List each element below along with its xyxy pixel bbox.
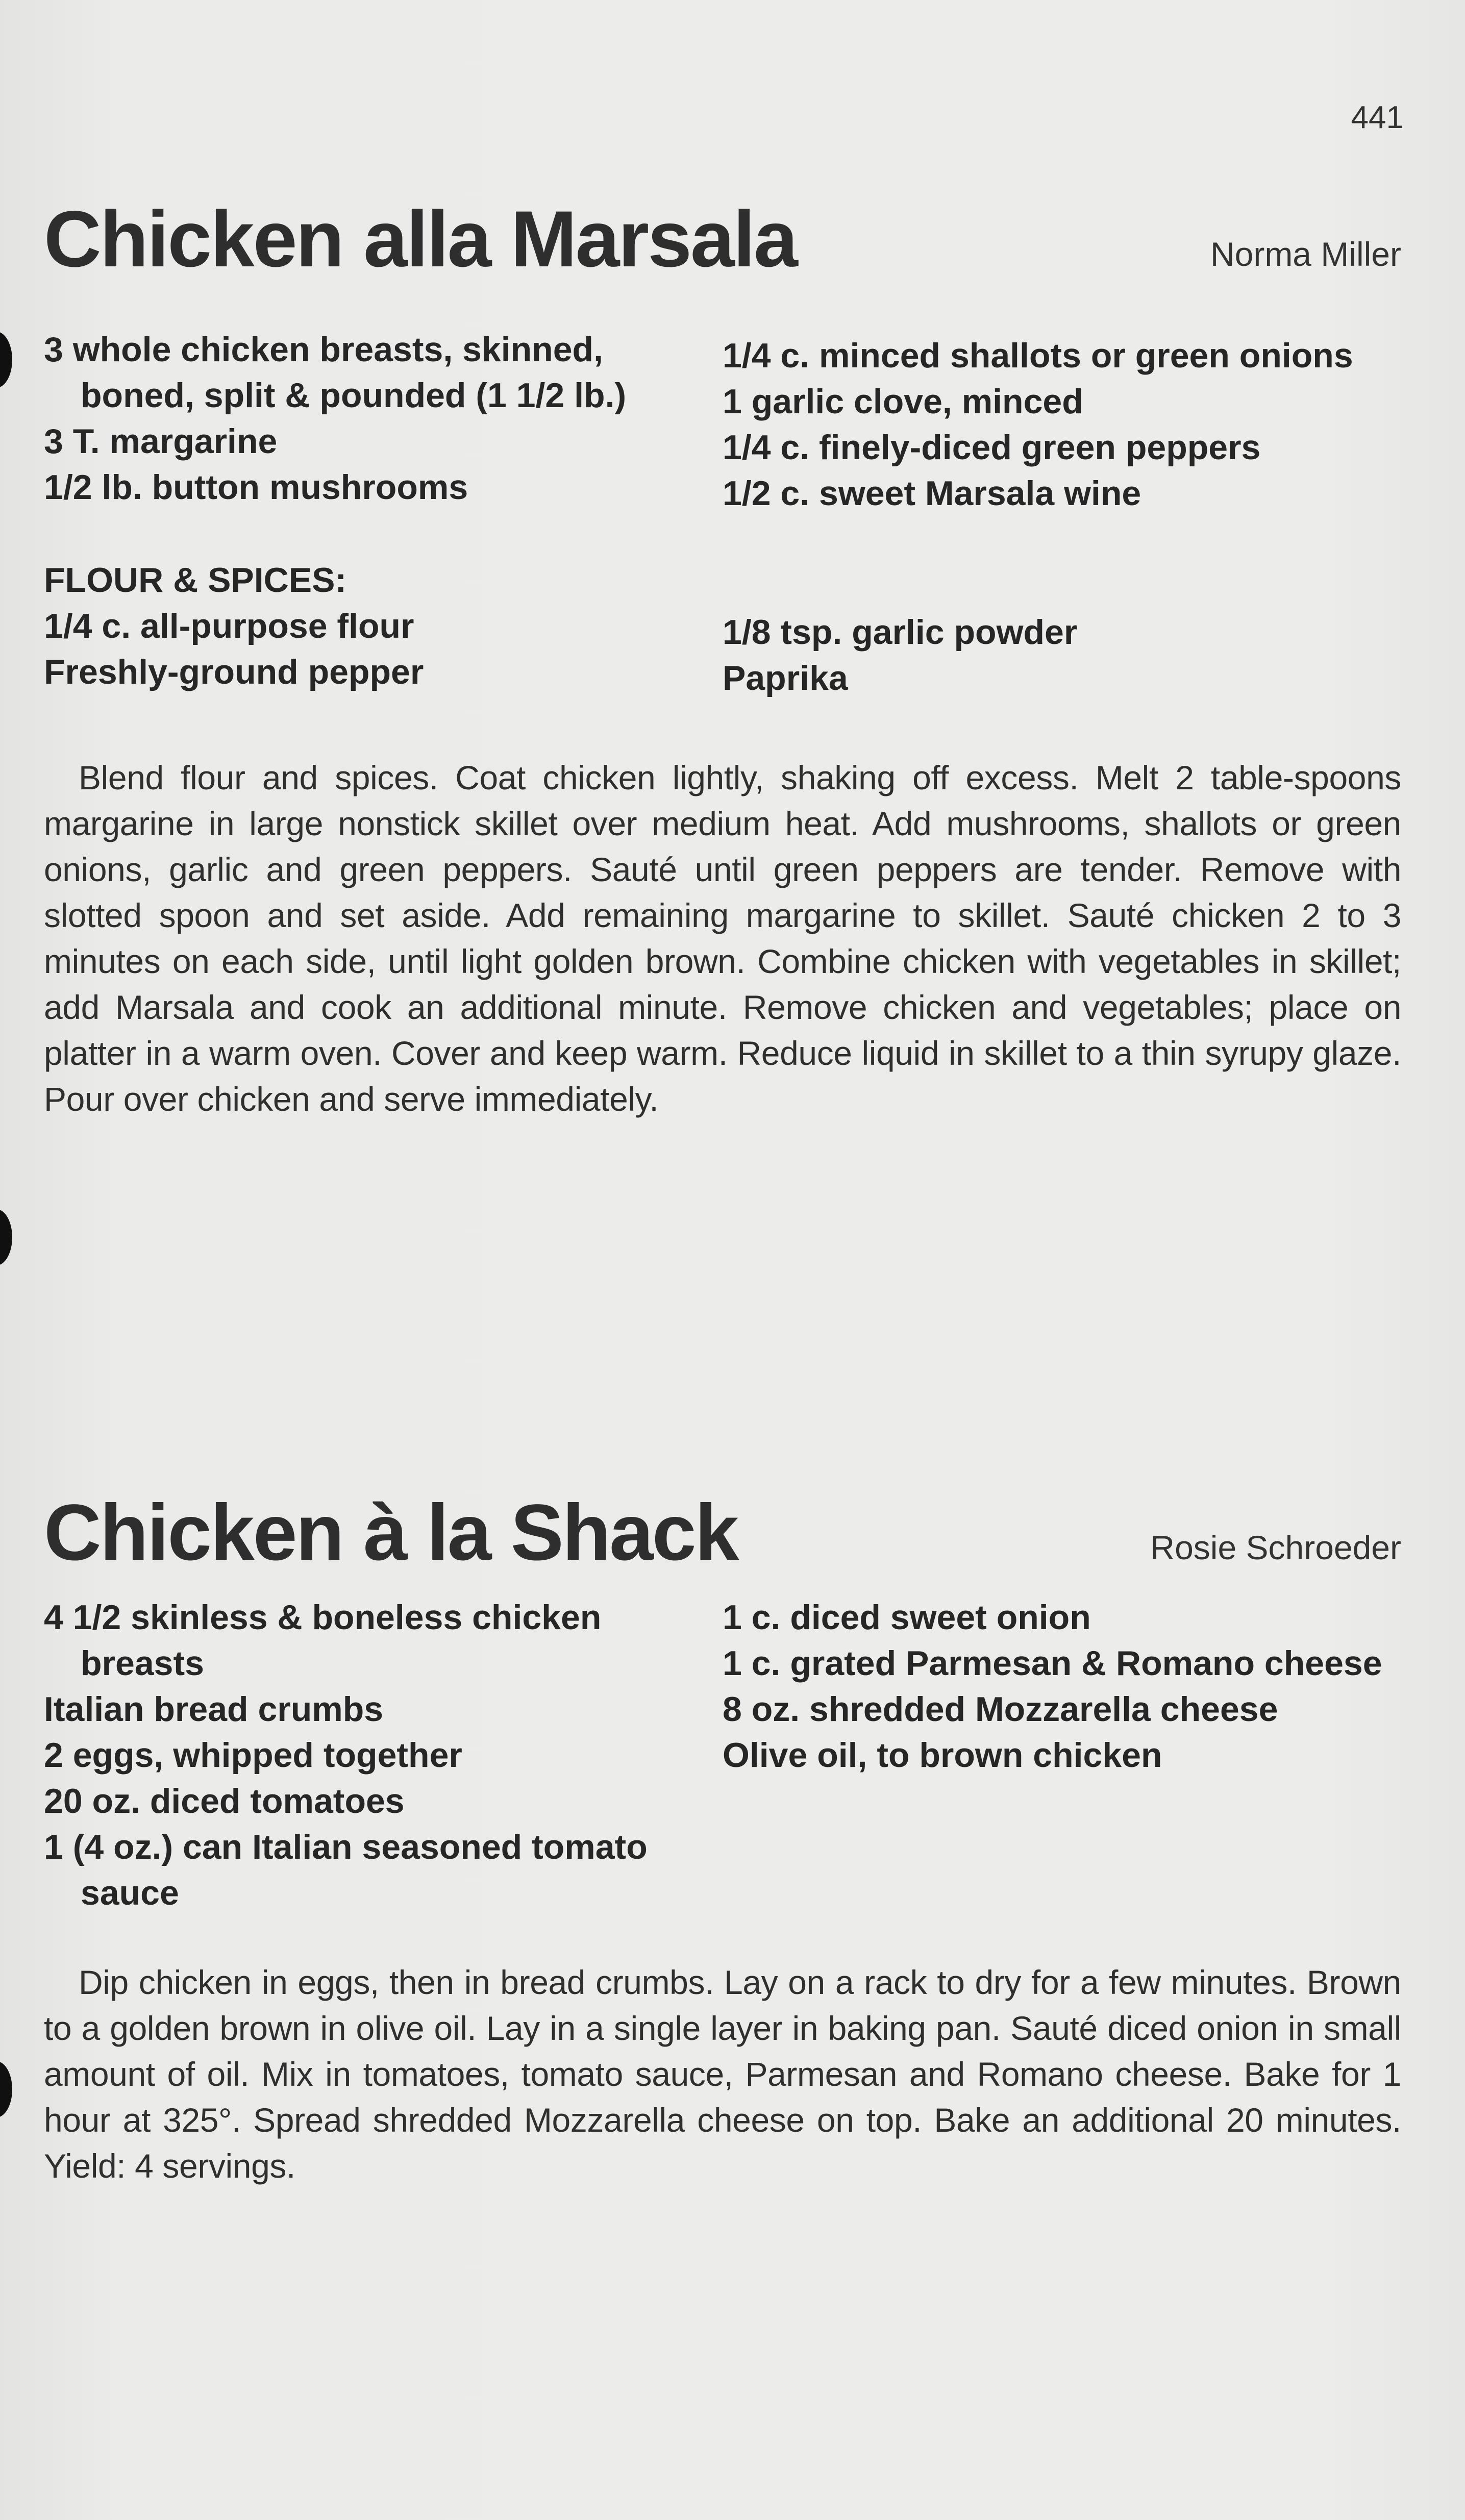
ingredients	[44, 1594, 1401, 1916]
ingredient: 1 c. diced sweet onion	[723, 1598, 1091, 1637]
recipe-header	[44, 194, 1401, 296]
recipe-author: Rosie Schroeder	[1150, 1529, 1401, 1566]
ingredient: 3 T. margarine	[44, 422, 278, 461]
ingredient: 1 garlic clove, minced	[723, 382, 1083, 421]
ingredient: 1/2 c. sweet Marsala wine	[723, 474, 1141, 513]
recipe-author: Norma Miller	[1210, 235, 1401, 273]
binder-hole	[0, 2061, 12, 2117]
ingredients-left-column	[44, 1594, 723, 1916]
ingredients-right-column	[723, 1594, 1401, 1916]
ingredient: 3 whole chicken breasts, skinned, boned, split & pounded (1 1/2 lb.)	[44, 330, 627, 415]
ingredient: 2 eggs, whipped together	[44, 1736, 462, 1775]
ingredient: 4 1/2 skinless & boneless chicken breasts	[44, 1598, 602, 1683]
ingredient: Italian bread crumbs	[44, 1690, 384, 1729]
ingredient: Olive oil, to brown chicken	[723, 1736, 1162, 1775]
ingredient: Paprika	[723, 659, 848, 697]
ingredient: 1/4 c. all-purpose flour	[44, 607, 414, 645]
binder-hole	[0, 332, 12, 388]
recipe-chicken-alla-marsala	[44, 194, 1401, 1122]
ingredient: 1/2 lb. button mushrooms	[44, 468, 468, 507]
recipe-title: Chicken à la Shack	[44, 1488, 738, 1577]
ingredient: 1/4 c. minced shallots or green onions	[723, 336, 1353, 375]
flour-spices-section	[44, 557, 1401, 701]
flour-spices-right-column	[723, 557, 1401, 701]
method-text: Dip chicken in eggs, then in bread crumbs. Lay on a rack to dry for a few minutes. Brown to a golden brown in olive oil. Lay in a single layer in baking pan. Sauté diced onion in small amount of oil. Mix in tomatoes, tomato sauce, Parmesan and Romano cheese. Bake for 1 hour at 325°. Spread shredded Mozzarella cheese on top. Bake an additional 20 minutes. Yield: 4 servings.	[44, 1963, 1401, 2185]
method-text: Blend flour and spices. Coat chicken lightly, shaking off excess. Melt 2 table-spoons margarine in large nonstick skillet over medium heat. Add mushrooms, shallots or green onions, garlic and green peppers. Sauté until green peppers are tender. Remove with slotted spoon and set aside. Add remaining margarine to skillet. Sauté chicken 2 to 3 minutes on each side, until light golden brown. Combine chicken with vegetables in skillet; add Marsala and cook an additional minute. Remove chicken and vegetables; place on platter in a warm oven. Cover and keep warm. Reduce liquid in skillet to a thin syrupy glaze. Pour over chicken and serve immediately.	[44, 759, 1401, 1118]
section-label: FLOUR & SPICES:	[44, 561, 347, 600]
ingredient: 1 (4 oz.) can Italian seasoned tomato sauce	[44, 1828, 648, 1912]
ingredient: 1 c. grated Parmesan & Romano cheese	[723, 1644, 1382, 1683]
recipe-chicken-a-la-shack	[44, 1487, 1401, 2189]
recipe-header	[44, 1487, 1401, 1589]
flour-spices-left-column	[44, 557, 723, 701]
ingredients	[44, 327, 1401, 516]
ingredient: 20 oz. diced tomatoes	[44, 1782, 405, 1820]
ingredients-right-column	[723, 327, 1401, 516]
recipe-title: Chicken alla Marsala	[44, 195, 797, 284]
binder-hole	[0, 1209, 12, 1265]
ingredients-left-column	[44, 327, 723, 516]
page-number: 441	[1351, 100, 1404, 135]
ingredient: 1/4 c. finely-diced green peppers	[723, 428, 1261, 467]
ingredient: 8 oz. shredded Mozzarella cheese	[723, 1690, 1278, 1729]
ingredient: 1/8 tsp. garlic powder	[723, 613, 1078, 652]
ingredient: Freshly-ground pepper	[44, 653, 424, 691]
